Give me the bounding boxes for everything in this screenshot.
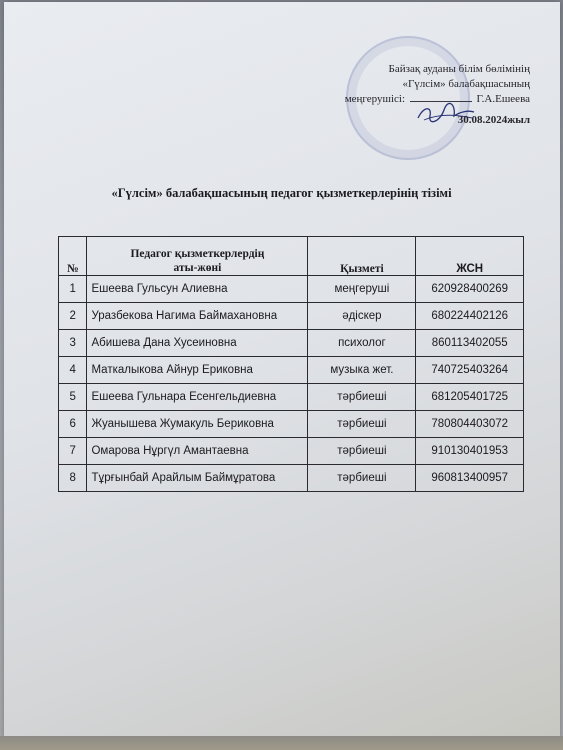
cell-name: Маткалыкова Айнур Ериковна	[87, 357, 308, 384]
cell-position: тәрбиеші	[308, 438, 416, 465]
cell-number: 3	[59, 330, 87, 357]
header-name-line-2: аты-жөні	[173, 262, 222, 274]
approval-date: 30.08.2024жыл	[457, 114, 530, 126]
table-row	[59, 276, 524, 303]
cell-position: меңгеруші	[308, 276, 416, 303]
cell-position: тәрбиеші	[308, 465, 416, 492]
approval-role: меңгерушісі:	[344, 93, 406, 105]
cell-iin: 860113402055	[416, 330, 524, 357]
staff-table	[58, 236, 524, 492]
cell-iin: 681205401725	[416, 384, 524, 411]
table-header-row	[59, 237, 524, 276]
header-number: №	[59, 237, 87, 276]
cell-number: 7	[59, 438, 87, 465]
cell-name: Омарова Нұргүл Амантаевна	[87, 438, 308, 465]
approval-line-2: «Гүлсім» балабақшасының	[402, 78, 530, 90]
table-row	[59, 438, 524, 465]
cell-iin: 910130401953	[416, 438, 524, 465]
table-surface	[0, 736, 563, 750]
table-row	[59, 357, 524, 384]
cell-name: Уразбекова Нагима Баймахановна	[87, 303, 308, 330]
header-iin: ЖСН	[416, 237, 524, 276]
cell-iin: 620928400269	[416, 276, 524, 303]
cell-iin: 680224402126	[416, 303, 524, 330]
table-row	[59, 411, 524, 438]
cell-number: 2	[59, 303, 87, 330]
cell-position: музыка жет.	[308, 357, 416, 384]
cell-iin: 780804403072	[416, 411, 524, 438]
table-row	[59, 303, 524, 330]
cell-position: тәрбиеші	[308, 384, 416, 411]
cell-position: психолог	[308, 330, 416, 357]
cell-name: Абишева Дана Хусеиновна	[87, 330, 308, 357]
table-row	[59, 384, 524, 411]
header-name-line-1: Педагог қызметкерлердің	[130, 248, 265, 260]
header-position: Қызметі	[308, 237, 416, 276]
header-name	[87, 237, 308, 276]
cell-name: Ешеева Гульсун Алиевна	[87, 276, 308, 303]
approval-line-1: Байзақ ауданы білім бөлімінің	[388, 63, 530, 75]
cell-name: Жуанышева Жумакуль Бериковна	[87, 411, 308, 438]
approval-block	[334, 62, 530, 128]
cell-number: 5	[59, 384, 87, 411]
cell-name: Ешеева Гульнара Есенгельдиевна	[87, 384, 308, 411]
cell-position: тәрбиеші	[308, 411, 416, 438]
document-title: «Гүлсім» балабақшасының педагог қызметкерлерінің тізімі	[111, 186, 452, 200]
cell-position: әдіскер	[308, 303, 416, 330]
cell-iin: 960813400957	[416, 465, 524, 492]
cell-number: 1	[59, 276, 87, 303]
staff-table-body	[59, 276, 524, 492]
cell-name: Тұрғынбай Арайлым Баймұратова	[87, 465, 308, 492]
table-row	[59, 465, 524, 492]
cell-number: 4	[59, 357, 87, 384]
cell-number: 6	[59, 411, 87, 438]
cell-iin: 740725403264	[416, 357, 524, 384]
approval-signer: Г.А.Ешеева	[476, 93, 530, 105]
table-row	[59, 330, 524, 357]
signature-line	[410, 101, 472, 102]
approval-line-3	[334, 92, 530, 107]
cell-number: 8	[59, 465, 87, 492]
